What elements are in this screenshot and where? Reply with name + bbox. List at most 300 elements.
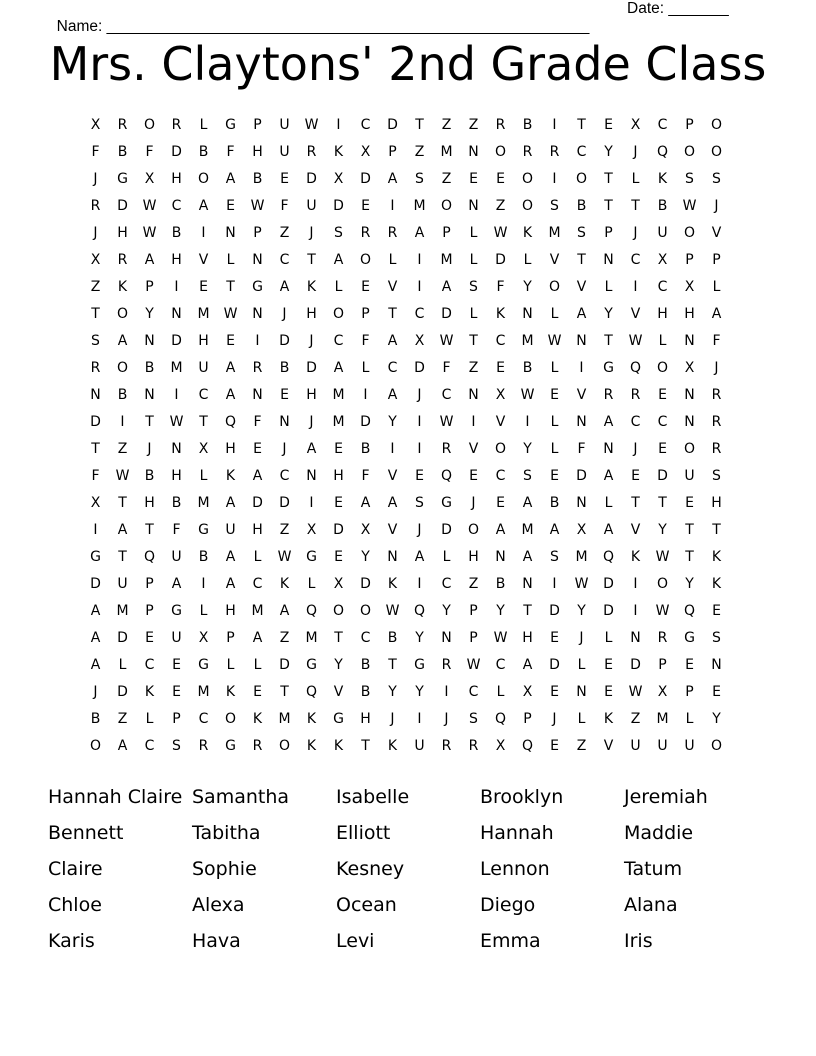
grid-letter[interactable]: I [309,495,314,511]
grid-letter[interactable]: O [683,144,696,160]
grid-letter[interactable]: H [117,225,128,241]
grid-letter[interactable]: E [604,684,613,700]
grid-letter[interactable]: D [549,603,560,619]
grid-letter[interactable]: W [115,468,130,484]
grid-letter[interactable]: X [306,522,317,538]
grid-letter[interactable]: O [359,252,372,268]
grid-letter[interactable]: D [603,603,614,619]
grid-letter[interactable]: J [147,441,152,457]
grid-letter[interactable]: N [603,441,614,457]
grid-letter[interactable]: Y [604,306,613,322]
grid-letter[interactable]: R [441,441,452,457]
grid-letter[interactable]: M [440,252,453,268]
grid-letter[interactable]: J [633,441,638,457]
grid-letter[interactable]: C [630,252,641,268]
grid-letter[interactable]: M [521,522,534,538]
grid-letter[interactable]: X [684,360,695,376]
grid-letter[interactable]: A [414,225,425,241]
grid-letter[interactable]: G [252,279,263,295]
grid-letter[interactable]: J [309,225,314,241]
grid-letter[interactable]: A [279,603,290,619]
grid-letter[interactable]: P [442,225,451,241]
grid-letter[interactable]: J [417,522,422,538]
grid-letter[interactable]: H [252,522,263,538]
grid-letter[interactable]: P [145,279,154,295]
grid-letter[interactable]: U [198,360,209,376]
grid-letter[interactable]: Q [413,603,426,619]
grid-letter[interactable]: L [334,279,343,295]
grid-letter[interactable]: L [469,306,478,322]
grid-letter[interactable]: S [415,495,424,511]
grid-letter[interactable]: Z [279,630,290,646]
grid-letter[interactable]: Q [440,468,453,484]
grid-letter[interactable]: F [253,414,262,430]
grid-letter[interactable]: V [387,522,398,538]
grid-letter[interactable]: N [576,495,587,511]
grid-letter[interactable]: R [198,738,209,754]
grid-letter[interactable]: T [334,630,343,646]
grid-letter[interactable]: L [712,279,721,295]
grid-letter[interactable]: M [197,306,210,322]
grid-letter[interactable]: V [630,522,641,538]
grid-letter[interactable]: J [444,711,449,727]
grid-letter[interactable]: F [91,144,100,160]
grid-letter[interactable]: T [145,522,154,538]
grid-letter[interactable]: A [387,387,398,403]
grid-letter[interactable]: N [630,630,641,646]
grid-letter[interactable]: R [657,630,668,646]
grid-letter[interactable]: P [523,711,532,727]
grid-letter[interactable]: H [225,441,236,457]
grid-letter[interactable]: W [142,198,157,214]
grid-letter[interactable]: W [250,198,265,214]
grid-letter[interactable]: Y [523,279,532,295]
grid-letter[interactable]: Y [334,657,343,673]
grid-letter[interactable]: G [198,522,209,538]
grid-letter[interactable]: L [442,549,451,565]
grid-letter[interactable]: K [306,279,317,295]
grid-letter[interactable]: M [197,495,210,511]
grid-letter[interactable]: I [174,279,179,295]
grid-letter[interactable]: T [631,198,640,214]
grid-letter[interactable]: A [279,279,290,295]
grid-letter[interactable]: G [306,549,317,565]
grid-letter[interactable]: D [630,657,641,673]
grid-letter[interactable]: B [360,441,371,457]
grid-letter[interactable]: K [333,738,344,754]
grid-letter[interactable]: T [604,171,613,187]
grid-letter[interactable]: O [440,198,453,214]
grid-letter[interactable]: P [226,630,235,646]
grid-letter[interactable]: H [144,495,155,511]
grid-letter[interactable]: M [170,360,183,376]
grid-letter[interactable]: F [577,441,586,457]
grid-letter[interactable]: X [198,441,209,457]
grid-letter[interactable]: T [361,738,370,754]
grid-letter[interactable]: Y [712,711,721,727]
grid-letter[interactable]: C [495,657,506,673]
grid-letter[interactable]: B [144,360,155,376]
grid-letter[interactable]: F [172,522,181,538]
grid-letter[interactable]: U [279,117,290,133]
grid-letter[interactable]: D [279,333,290,349]
grid-letter[interactable]: H [360,711,371,727]
grid-letter[interactable]: Q [683,603,696,619]
grid-letter[interactable]: W [493,225,508,241]
grid-letter[interactable]: G [441,495,452,511]
grid-letter[interactable]: S [469,279,478,295]
grid-letter[interactable]: T [604,198,613,214]
grid-letter[interactable]: M [305,630,318,646]
grid-letter[interactable]: H [468,549,479,565]
grid-letter[interactable]: N [90,387,101,403]
grid-letter[interactable]: V [549,252,560,268]
grid-letter[interactable]: K [387,576,398,592]
grid-letter[interactable]: P [685,684,694,700]
grid-letter[interactable]: L [604,630,613,646]
grid-letter[interactable]: I [390,441,395,457]
grid-letter[interactable]: S [712,468,721,484]
grid-letter[interactable]: K [495,306,506,322]
grid-letter[interactable]: E [550,387,559,403]
grid-letter[interactable]: X [657,252,668,268]
grid-letter[interactable]: S [550,198,559,214]
grid-letter[interactable]: W [223,306,238,322]
grid-letter[interactable]: L [226,252,235,268]
grid-letter[interactable]: C [630,414,641,430]
grid-letter[interactable]: L [577,657,586,673]
grid-letter[interactable]: X [657,684,668,700]
grid-letter[interactable]: X [90,252,101,268]
grid-letter[interactable]: P [604,225,613,241]
grid-letter[interactable]: L [604,279,613,295]
grid-letter[interactable]: I [255,333,260,349]
grid-letter[interactable]: N [468,198,479,214]
grid-letter[interactable]: L [199,468,208,484]
grid-letter[interactable]: A [711,306,722,322]
grid-letter[interactable]: R [441,657,452,673]
grid-letter[interactable]: J [309,333,314,349]
grid-letter[interactable]: U [117,576,128,592]
grid-letter[interactable]: T [658,495,667,511]
grid-letter[interactable]: N [144,387,155,403]
grid-letter[interactable]: A [522,549,533,565]
grid-letter[interactable]: D [657,468,668,484]
grid-letter[interactable]: R [603,387,614,403]
grid-letter[interactable]: P [388,144,397,160]
grid-letter[interactable]: A [225,387,236,403]
grid-letter[interactable]: L [469,252,478,268]
grid-letter[interactable]: W [142,225,157,241]
grid-letter[interactable]: M [278,711,291,727]
grid-letter[interactable]: Z [279,225,290,241]
grid-letter[interactable]: E [415,468,424,484]
grid-letter[interactable]: V [576,387,587,403]
grid-letter[interactable]: A [144,252,155,268]
grid-letter[interactable]: T [145,414,154,430]
grid-letter[interactable]: R [171,117,182,133]
grid-letter[interactable]: W [439,333,454,349]
grid-letter[interactable]: E [334,495,343,511]
grid-letter[interactable]: O [521,198,534,214]
grid-letter[interactable]: H [225,603,236,619]
grid-letter[interactable]: A [333,252,344,268]
grid-letter[interactable]: U [630,738,641,754]
grid-letter[interactable]: A [387,171,398,187]
grid-letter[interactable]: I [336,117,341,133]
grid-letter[interactable]: W [628,333,643,349]
grid-letter[interactable]: X [522,684,533,700]
grid-letter[interactable]: J [633,225,638,241]
grid-letter[interactable]: X [90,117,101,133]
grid-letter[interactable]: E [226,198,235,214]
grid-letter[interactable]: L [658,333,667,349]
grid-letter[interactable]: G [198,657,209,673]
grid-letter[interactable]: B [360,657,371,673]
grid-letter[interactable]: R [711,441,722,457]
grid-letter[interactable]: E [604,657,613,673]
grid-letter[interactable]: K [630,549,641,565]
grid-letter[interactable]: T [91,441,100,457]
grid-letter[interactable]: S [469,711,478,727]
grid-letter[interactable]: P [253,225,262,241]
grid-letter[interactable]: L [577,711,586,727]
grid-letter[interactable]: L [118,657,127,673]
grid-letter[interactable]: E [658,387,667,403]
grid-letter[interactable]: I [552,117,557,133]
grid-letter[interactable]: K [279,576,290,592]
grid-letter[interactable]: R [387,225,398,241]
grid-letter[interactable]: F [496,279,505,295]
grid-letter[interactable]: Q [521,738,534,754]
grid-letter[interactable]: A [333,360,344,376]
grid-letter[interactable]: B [576,198,587,214]
grid-letter[interactable]: U [225,522,236,538]
grid-letter[interactable]: A [495,522,506,538]
grid-letter[interactable]: J [633,144,638,160]
grid-letter[interactable]: J [552,711,557,727]
grid-letter[interactable]: C [657,117,668,133]
grid-letter[interactable]: V [198,252,209,268]
grid-letter[interactable]: S [685,171,694,187]
grid-letter[interactable]: X [90,495,101,511]
grid-letter[interactable]: K [117,279,128,295]
grid-letter[interactable]: A [225,360,236,376]
grid-letter[interactable]: D [441,522,452,538]
grid-letter[interactable]: V [387,279,398,295]
grid-letter[interactable]: B [657,198,668,214]
grid-letter[interactable]: D [117,198,128,214]
grid-letter[interactable]: Y [685,576,694,592]
grid-letter[interactable]: E [685,657,694,673]
grid-letter[interactable]: N [225,225,236,241]
grid-letter[interactable]: O [143,117,156,133]
grid-letter[interactable]: A [198,198,209,214]
grid-letter[interactable]: C [657,414,668,430]
grid-letter[interactable]: E [280,171,289,187]
grid-letter[interactable]: M [440,144,453,160]
grid-letter[interactable]: H [252,144,263,160]
grid-letter[interactable]: P [145,603,154,619]
grid-letter[interactable]: S [712,630,721,646]
grid-letter[interactable]: Q [305,684,318,700]
grid-letter[interactable]: E [145,630,154,646]
grid-letter[interactable]: U [657,225,668,241]
grid-letter[interactable]: N [684,387,695,403]
grid-letter[interactable]: H [711,495,722,511]
grid-letter[interactable]: L [631,171,640,187]
grid-letter[interactable]: X [414,333,425,349]
grid-letter[interactable]: R [630,387,641,403]
grid-letter[interactable]: L [361,360,370,376]
grid-letter[interactable]: J [390,711,395,727]
grid-letter[interactable]: Y [442,603,451,619]
grid-letter[interactable]: N [684,333,695,349]
grid-letter[interactable]: T [388,657,397,673]
grid-letter[interactable]: I [633,603,638,619]
grid-letter[interactable]: Y [577,603,586,619]
grid-letter[interactable]: O [116,360,129,376]
grid-letter[interactable]: R [252,360,263,376]
grid-letter[interactable]: O [575,171,588,187]
grid-letter[interactable]: A [225,549,236,565]
grid-letter[interactable]: B [144,468,155,484]
grid-letter[interactable]: B [171,225,182,241]
grid-letter[interactable]: W [628,684,643,700]
grid-letter[interactable]: T [118,549,127,565]
grid-letter[interactable]: A [171,576,182,592]
grid-letter[interactable]: N [252,252,263,268]
grid-letter[interactable]: R [252,738,263,754]
grid-letter[interactable]: C [252,576,263,592]
grid-letter[interactable]: O [656,576,669,592]
grid-letter[interactable]: D [360,171,371,187]
grid-letter[interactable]: I [417,711,422,727]
grid-letter[interactable]: A [522,657,533,673]
grid-letter[interactable]: R [90,360,101,376]
grid-letter[interactable]: I [201,225,206,241]
grid-letter[interactable]: E [361,198,370,214]
grid-letter[interactable]: O [683,225,696,241]
grid-letter[interactable]: O [278,738,291,754]
grid-letter[interactable]: N [576,333,587,349]
grid-letter[interactable]: E [469,468,478,484]
grid-letter[interactable]: E [685,495,694,511]
grid-letter[interactable]: V [576,279,587,295]
grid-letter[interactable]: O [521,171,534,187]
grid-letter[interactable]: K [144,684,155,700]
grid-letter[interactable]: T [415,117,424,133]
grid-letter[interactable]: N [495,549,506,565]
grid-letter[interactable]: A [117,333,128,349]
grid-letter[interactable]: E [334,441,343,457]
grid-letter[interactable]: W [520,387,535,403]
grid-letter[interactable]: B [252,171,263,187]
grid-letter[interactable]: Y [388,414,397,430]
grid-letter[interactable]: X [144,171,155,187]
grid-letter[interactable]: T [199,414,208,430]
grid-letter[interactable]: X [684,279,695,295]
grid-letter[interactable]: Z [117,441,128,457]
grid-letter[interactable]: Z [414,144,425,160]
grid-letter[interactable]: F [712,333,721,349]
grid-letter[interactable]: G [603,360,614,376]
grid-letter[interactable]: D [279,495,290,511]
grid-letter[interactable]: N [522,306,533,322]
grid-letter[interactable]: A [360,495,371,511]
grid-letter[interactable]: F [361,333,370,349]
grid-letter[interactable]: I [417,576,422,592]
grid-letter[interactable]: L [523,252,532,268]
grid-letter[interactable]: Z [441,171,452,187]
grid-letter[interactable]: T [631,495,640,511]
grid-letter[interactable]: W [655,549,670,565]
grid-letter[interactable]: U [171,549,182,565]
grid-letter[interactable]: T [388,306,397,322]
grid-letter[interactable]: I [417,279,422,295]
grid-letter[interactable]: Q [143,549,156,565]
grid-letter[interactable]: O [548,279,561,295]
grid-letter[interactable]: E [712,684,721,700]
grid-letter[interactable]: T [604,333,613,349]
grid-letter[interactable]: L [145,711,154,727]
grid-letter[interactable]: L [199,603,208,619]
grid-letter[interactable]: N [252,306,263,322]
grid-letter[interactable]: Q [629,360,642,376]
grid-letter[interactable]: I [417,252,422,268]
grid-letter[interactable]: E [361,279,370,295]
grid-letter[interactable]: Z [468,117,479,133]
grid-letter[interactable]: A [603,468,614,484]
grid-letter[interactable]: V [468,441,479,457]
grid-letter[interactable]: L [226,657,235,673]
grid-letter[interactable]: A [603,522,614,538]
grid-letter[interactable]: I [363,387,368,403]
grid-letter[interactable]: K [711,576,722,592]
grid-letter[interactable]: L [496,684,505,700]
grid-letter[interactable]: G [333,711,344,727]
grid-letter[interactable]: T [91,306,100,322]
grid-letter[interactable]: E [172,657,181,673]
grid-letter[interactable]: R [306,144,317,160]
grid-letter[interactable]: L [685,711,694,727]
grid-letter[interactable]: N [468,144,479,160]
grid-letter[interactable]: L [550,441,559,457]
grid-letter[interactable]: I [390,198,395,214]
grid-letter[interactable]: Y [145,306,154,322]
grid-letter[interactable]: R [117,252,128,268]
grid-letter[interactable]: T [226,279,235,295]
grid-letter[interactable]: B [387,630,398,646]
grid-letter[interactable]: D [333,198,344,214]
grid-letter[interactable]: A [414,549,425,565]
grid-letter[interactable]: J [714,360,719,376]
grid-letter[interactable]: D [387,117,398,133]
grid-letter[interactable]: T [685,549,694,565]
grid-letter[interactable]: S [334,225,343,241]
grid-letter[interactable]: W [466,657,481,673]
grid-letter[interactable]: L [199,117,208,133]
grid-letter[interactable]: A [117,738,128,754]
grid-letter[interactable]: I [633,576,638,592]
grid-letter[interactable]: N [441,630,452,646]
grid-letter[interactable]: F [442,360,451,376]
grid-letter[interactable]: H [306,306,317,322]
grid-letter[interactable]: A [387,495,398,511]
grid-letter[interactable]: K [522,225,533,241]
grid-letter[interactable]: C [468,684,479,700]
grid-letter[interactable]: F [361,468,370,484]
